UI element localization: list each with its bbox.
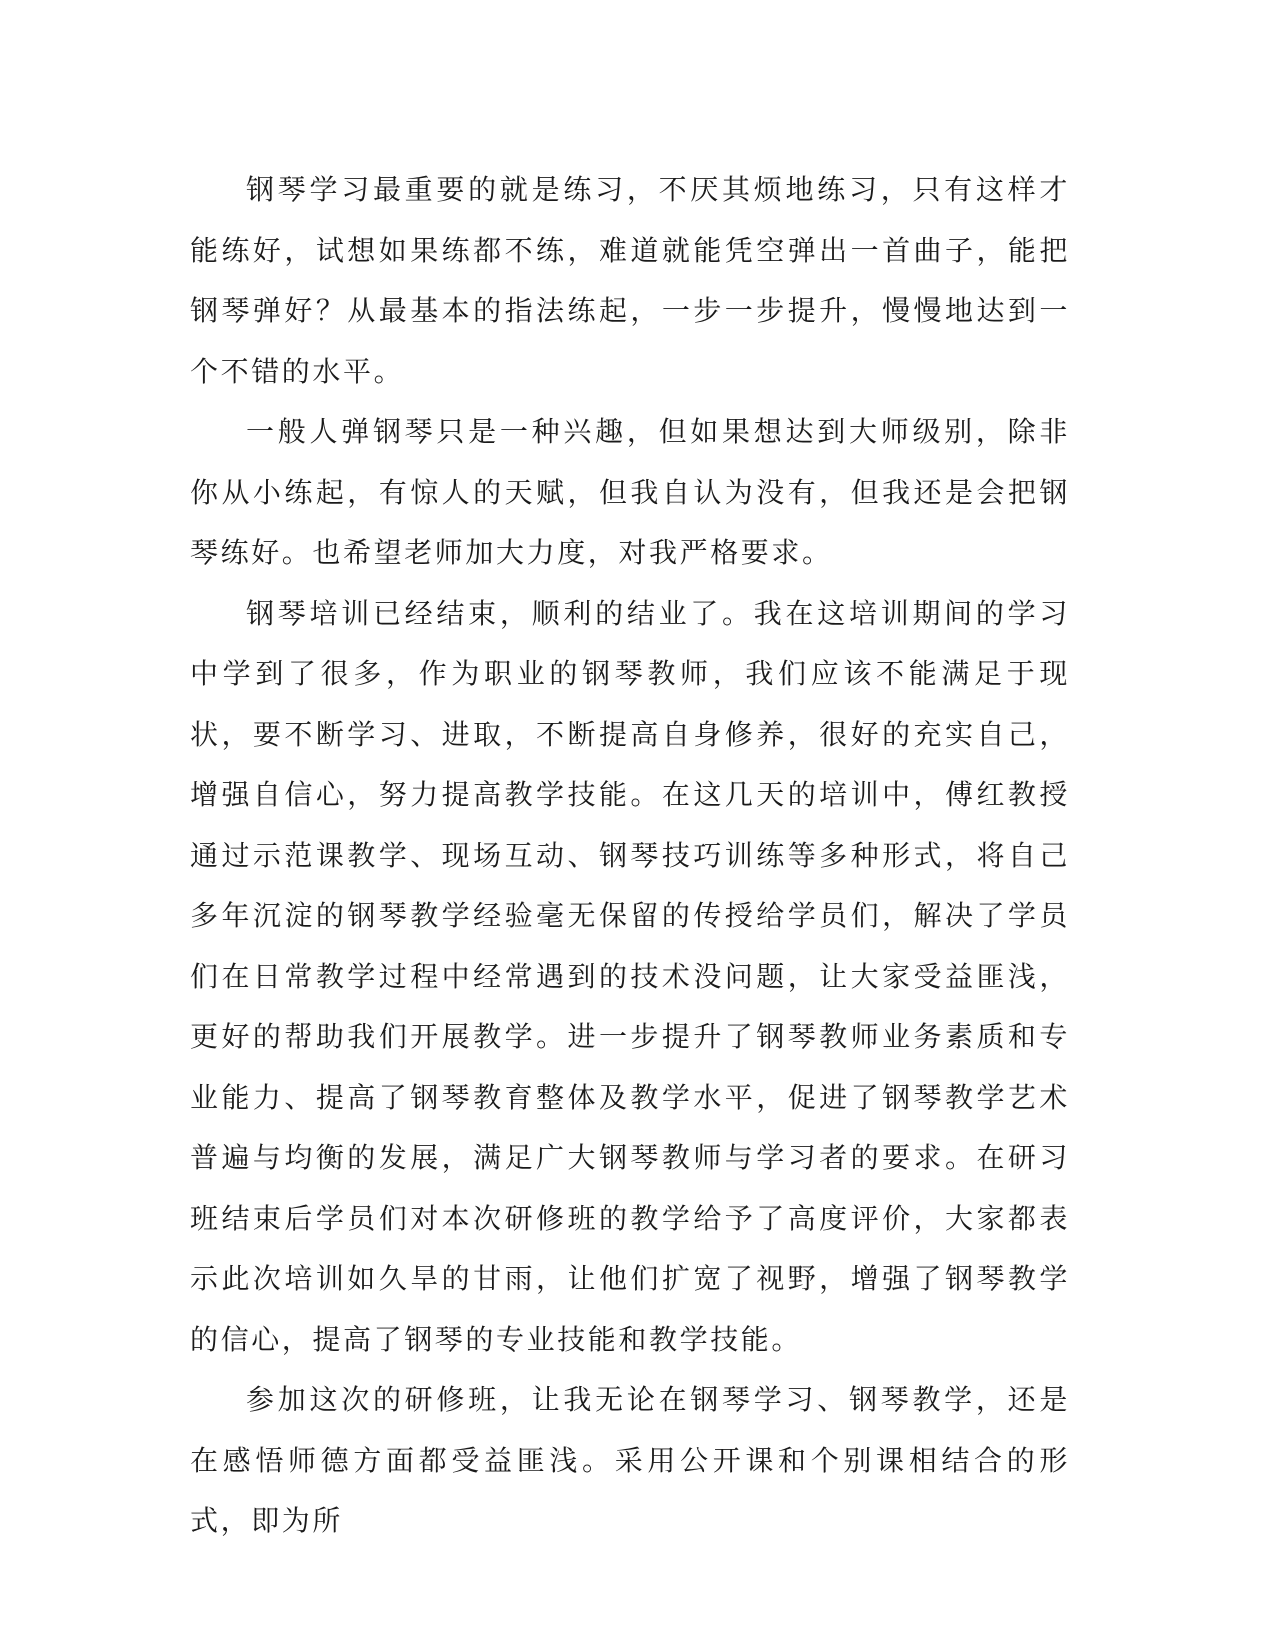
paragraph-workshop: 参加这次的研修班，让我无论在钢琴学习、钢琴教学，还是在感悟师德方面都受益匪浅。采用公开课和个别课相结合的形式，即为所 (190, 1383, 1070, 1537)
paragraph-training: 钢琴培训已经结束，顺利的结业了。我在这培训期间的学习中学到了很多，作为职业的钢琴教师，我们应该不能满足于现状，要不断学习、进取，不断提高自身修养，很好的充实自己，增强自信心，努力提高教学技能。在这几天的培训中，傅红教授通过示范课教学、现场互动、钢琴技巧训练等多种形式，将自己多年沉淀的钢琴教学经验毫无保留的传授给学员们，解决了学员们在日常教学过程中经常遇到的技术没问题，让大家受益匪浅，更好的帮助我们开展教学。进一步提升了钢琴教师业务素质和专业能力、提高了钢琴教育整体及教学水平，促进了钢琴教学艺术普遍与均衡的发展，满足广大钢琴教师与学习者的要求。在研习班结束后学员们对本次研修班的教学给予了高度评价，大家都表示此次培训如久旱的甘雨，让他们扩宽了视野，增强了钢琴教学的信心，提高了钢琴的专业技能和教学技能。 (190, 596, 1070, 1356)
paragraph-interest: 一般人弹钢琴只是一种兴趣，但如果想达到大师级别，除非你从小练起，有惊人的天赋，但我自认为没有，但我还是会把钢琴练好。也希望老师加大力度，对我严格要求。 (190, 415, 1070, 569)
paragraph-practice: 钢琴学习最重要的就是练习，不厌其烦地练习，只有这样才能练好，试想如果练都不练，难道就能凭空弹出一首曲子，能把钢琴弹好？从最基本的指法练起，一步一步提升，慢慢地达到一个不错的水平。 (190, 173, 1070, 388)
document-body (190, 160, 1070, 1552)
